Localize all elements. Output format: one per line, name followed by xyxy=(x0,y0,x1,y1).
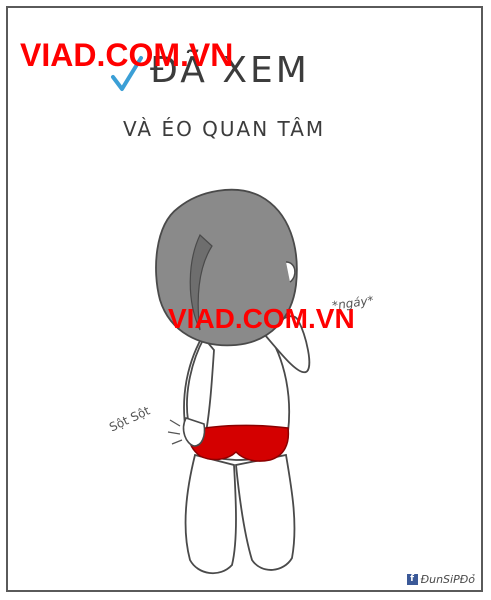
left-leg xyxy=(185,455,236,573)
sound-effect-scratch: Sột Sột xyxy=(107,403,153,435)
comic-subtitle: VÀ ÉO QUAN TÂM xyxy=(123,117,326,141)
right-leg xyxy=(236,455,294,570)
artist-credit xyxy=(407,573,475,586)
watermark-top: VIAD.COM.VN xyxy=(20,37,234,73)
scratch-lines xyxy=(168,420,182,444)
facebook-icon: f xyxy=(407,574,418,585)
sound-effect-snore: *ngáy* xyxy=(331,293,375,313)
watermark-middle: VIAD.COM.VN xyxy=(168,303,355,334)
comic-title: ĐÃ XEM xyxy=(150,50,310,91)
artist-credit-label: ĐunSiPĐỏ xyxy=(420,573,475,586)
